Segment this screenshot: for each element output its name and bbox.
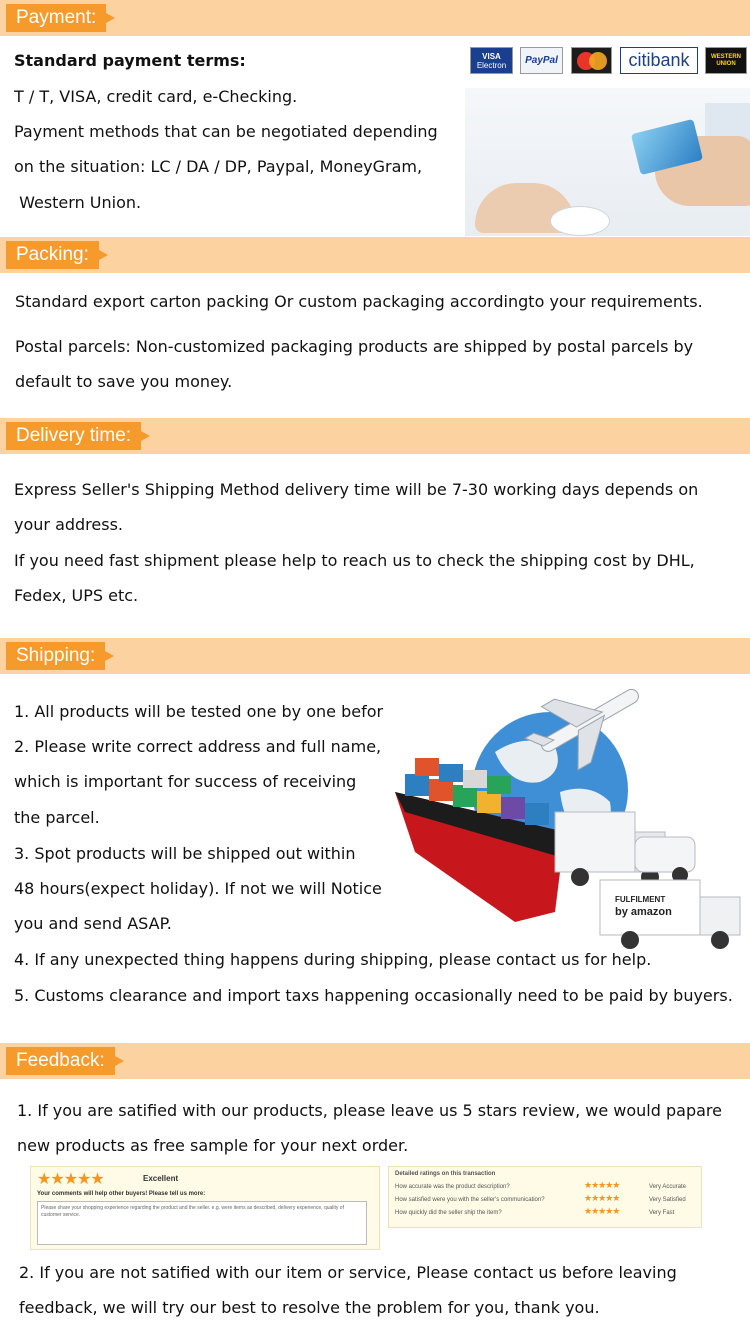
shipping-line: 2. Please write correct address and full name,	[14, 737, 382, 756]
review-prompt: Your comments will help other buyers! Please tell us more:	[37, 1191, 206, 1197]
detailed-ratings-screenshot	[388, 1166, 702, 1228]
truck-label-fulfilment: FULFILMENT	[615, 895, 666, 904]
shipping-line: the parcel.	[14, 808, 100, 827]
rating-stars-icon: ★★★★★	[584, 1193, 620, 1203]
feedback-line: new products as free sample for your next order.	[17, 1136, 409, 1155]
delivery-truck-icon	[555, 812, 695, 886]
wu-logo-text: WESTERN	[711, 53, 741, 60]
credit-card-payment-photo	[465, 88, 750, 236]
shipping-line: you and send ASAP.	[14, 914, 172, 933]
feedback-line: feedback, we will try our best to resolve the problem for you, thank you.	[19, 1298, 600, 1317]
delivery-line: If you need fast shipment please help to reach us to check the shipping cost by DHL,	[14, 551, 695, 570]
payment-line: Payment methods that can be negotiated depending	[14, 122, 438, 141]
rating-label: Excellent	[143, 1174, 179, 1183]
shipping-section-header	[0, 638, 750, 674]
visa-logo-text: VISA	[482, 51, 501, 61]
shipping-line: 4. If any unexpected thing happens during shipping, please contact us for help.	[14, 950, 652, 969]
citibank-logo: citibank	[620, 47, 698, 74]
feedback-section-header	[0, 1043, 750, 1079]
payment-line: T / T, VISA, credit card, e-Checking.	[14, 87, 298, 106]
shipping-header-tag: Shipping:	[6, 642, 105, 670]
rating-question: How accurate was the product description?	[395, 1184, 510, 1190]
western-union-logo	[705, 47, 747, 74]
shipping-line: 1. All products will be tested one by one befor	[14, 702, 384, 721]
payment-line: Western Union.	[14, 193, 142, 212]
feedback-header-tag: Feedback:	[6, 1047, 115, 1075]
review-textarea[interactable]: Please share your shopping experience regarding the product and the seller. e.g. were items as described, delivery experience, quality of customer service.	[37, 1201, 367, 1245]
wu-logo-subtext: UNION	[716, 60, 736, 67]
rating-question: How quickly did the seller ship the item?	[395, 1210, 502, 1216]
payment-header-tag: Payment:	[6, 4, 106, 32]
rating-result: Very Accurate	[649, 1184, 687, 1190]
packing-line: default to save you money.	[15, 372, 233, 391]
payment-section-header	[0, 0, 750, 36]
rating-result: Very Fast	[649, 1210, 675, 1216]
rating-stars-icon: ★★★★★	[584, 1206, 620, 1216]
paypal-logo: PayPal	[520, 47, 563, 74]
rating-stars-icon: ★★★★★	[37, 1171, 104, 1188]
amazon-truck-icon	[600, 880, 740, 949]
mastercard-logo	[571, 47, 612, 74]
payment-title: Standard payment terms:	[14, 51, 246, 70]
delivery-header-tag: Delivery time:	[6, 422, 141, 450]
review-form-screenshot	[30, 1166, 380, 1250]
packing-section-header	[0, 237, 750, 273]
rating-stars-icon: ★★★★★	[584, 1180, 620, 1190]
shipping-line: 48 hours(expect holiday). If not we will Notice	[14, 879, 382, 898]
feedback-line: 2. If you are not satified with our item or service, Please contact us before leaving	[19, 1263, 677, 1282]
truck-label-amazon: by amazon	[615, 906, 672, 918]
rating-question: How satisfied were you with the seller's communication?	[395, 1197, 545, 1203]
ratings-title: Detailed ratings on this transaction	[395, 1171, 496, 1177]
delivery-line: Express Seller's Shipping Method delivery time will be 7-30 working days depends on	[14, 480, 699, 499]
delivery-line: Fedex, UPS etc.	[14, 586, 139, 605]
rating-result: Very Satisfied	[649, 1197, 686, 1203]
logistics-illustration	[395, 682, 750, 950]
delivery-section-header	[0, 418, 750, 454]
delivery-line: your address.	[14, 515, 124, 534]
packing-line: Postal parcels: Non-customized packaging products are shipped by postal parcels by	[15, 337, 694, 356]
shipping-line: 5. Customs clearance and import taxs happening occasionally need to be paid by buyers.	[14, 986, 733, 1005]
packing-line: Standard export carton packing Or custom packaging accordingto your requirements.	[15, 292, 703, 311]
shipping-line: which is important for success of receiving	[14, 772, 357, 791]
shipping-line: 3. Spot products will be shipped out within	[14, 844, 356, 863]
feedback-line: 1. If you are satified with our products, please leave us 5 stars review, we would papare	[17, 1101, 722, 1120]
visa-electron-logo	[470, 47, 513, 74]
packing-header-tag: Packing:	[6, 241, 99, 269]
payment-line: on the situation: LC / DA / DP, Paypal, MoneyGram,	[14, 157, 423, 176]
visa-logo-subtext: Electron	[476, 60, 507, 70]
